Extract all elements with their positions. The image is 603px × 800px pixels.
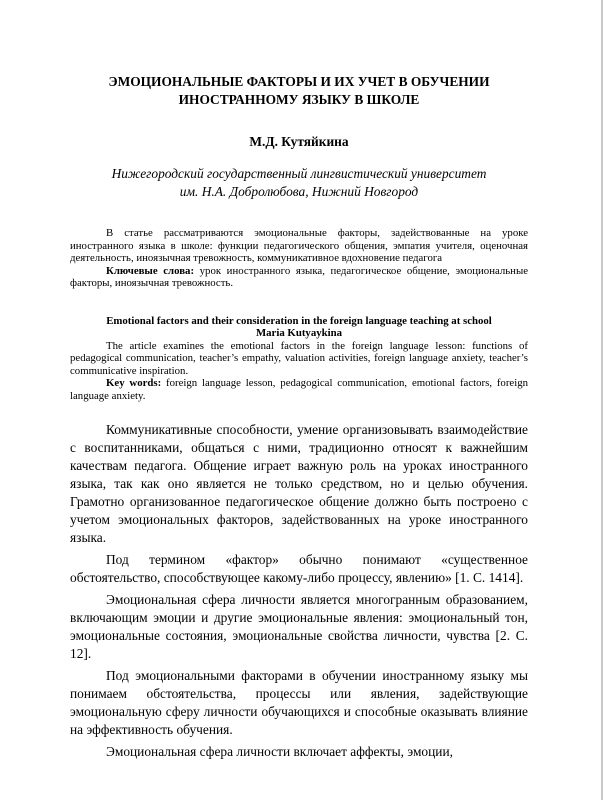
- abstract-en: The article examines the emotional factors in the foreign language lesson: functions of pedagogical communication, teacher’s empathy, valuation activities, foreign language anxiety, teacher’s communicative inspiration.: [70, 339, 528, 377]
- body-paragraph: Эмоциональная сфера личности включает аффекты, эмоции,: [106, 744, 453, 759]
- title-line-1: ЭМОЦИОНАЛЬНЫЕ ФАКТОРЫ И ИХ УЧЕТ В ОБУЧЕНИИ: [108, 74, 490, 89]
- affiliation-line-1: Нижегородский государственный лингвистический университет: [111, 166, 487, 181]
- affiliation: [70, 165, 528, 201]
- body-paragraph: Под эмоциональными факторами в обучении иностранному языку мы понимаем обстоятельства, процессы или явления, задействующие эмоциональную сферу личности обучающихся и способные оказывать влияние на эффективность обучения.: [70, 668, 528, 737]
- english-heading: [70, 315, 528, 340]
- keywords-ru-label: Ключевые слова:: [106, 264, 195, 277]
- article-title: [70, 73, 528, 109]
- keywords-en: [70, 377, 528, 402]
- author-name: М.Д. Кутяйкина: [249, 134, 349, 149]
- title-line-2: ИНОСТРАННОМУ ЯЗЫКУ В ШКОЛЕ: [178, 92, 420, 107]
- body-paragraph: Коммуникативные способности, умение организовывать взаимодействие с воспитанниками, общаться с ними, традиционно относят к важнейшим качествам педагога. Общение играет важную роль на уроках иностранного языка, так как оно является не только средством, но и целью обучения. Грамотно организованное педагогическое общение должно быть построено с учетом эмоциональных факторов, задействованных на уроке иностранного языка.: [70, 422, 528, 545]
- article-body: [70, 421, 528, 761]
- body-paragraph: Эмоциональная сфера личности является многогранным образованием, включающим эмоции и другие эмоциональные явления: эмоциональный тон, эмоциональные состояния, эмоциональные свойства личности, чувства [2. С. 12].: [70, 592, 528, 661]
- title-en: Emotional factors and their consideration in the foreign language teaching at school: [106, 314, 492, 327]
- keywords-ru: [70, 265, 528, 290]
- keywords-ru-text: урок иностранного языка, педагогическое общение, эмоциональные факторы, иноязычная тревожность.: [70, 264, 528, 289]
- keywords-en-label: Key words:: [106, 377, 162, 389]
- document-page: [70, 0, 528, 765]
- affiliation-line-2: им. Н.А. Добролюбова, Нижний Новгород: [179, 184, 419, 199]
- author-en: Maria Kutyaykina: [255, 327, 343, 339]
- keywords-en-text: foreign language lesson, pedagogical communication, emotional factors, foreign language anxiety.: [70, 377, 529, 402]
- body-paragraph: Под термином «фактор» обычно понимают «существенное обстоятельство, способствующее какому-либо процессу, явлению» [1. С. 1414].: [70, 552, 528, 585]
- abstract-ru: В статье рассматриваются эмоциональные факторы, задействованные на уроке иностранного языка в школе: функции педагогического общения, эмпатия учителя, оценочная деятельность, иноязычная тревожность, коммуникативное вдохновение педагога: [70, 227, 528, 264]
